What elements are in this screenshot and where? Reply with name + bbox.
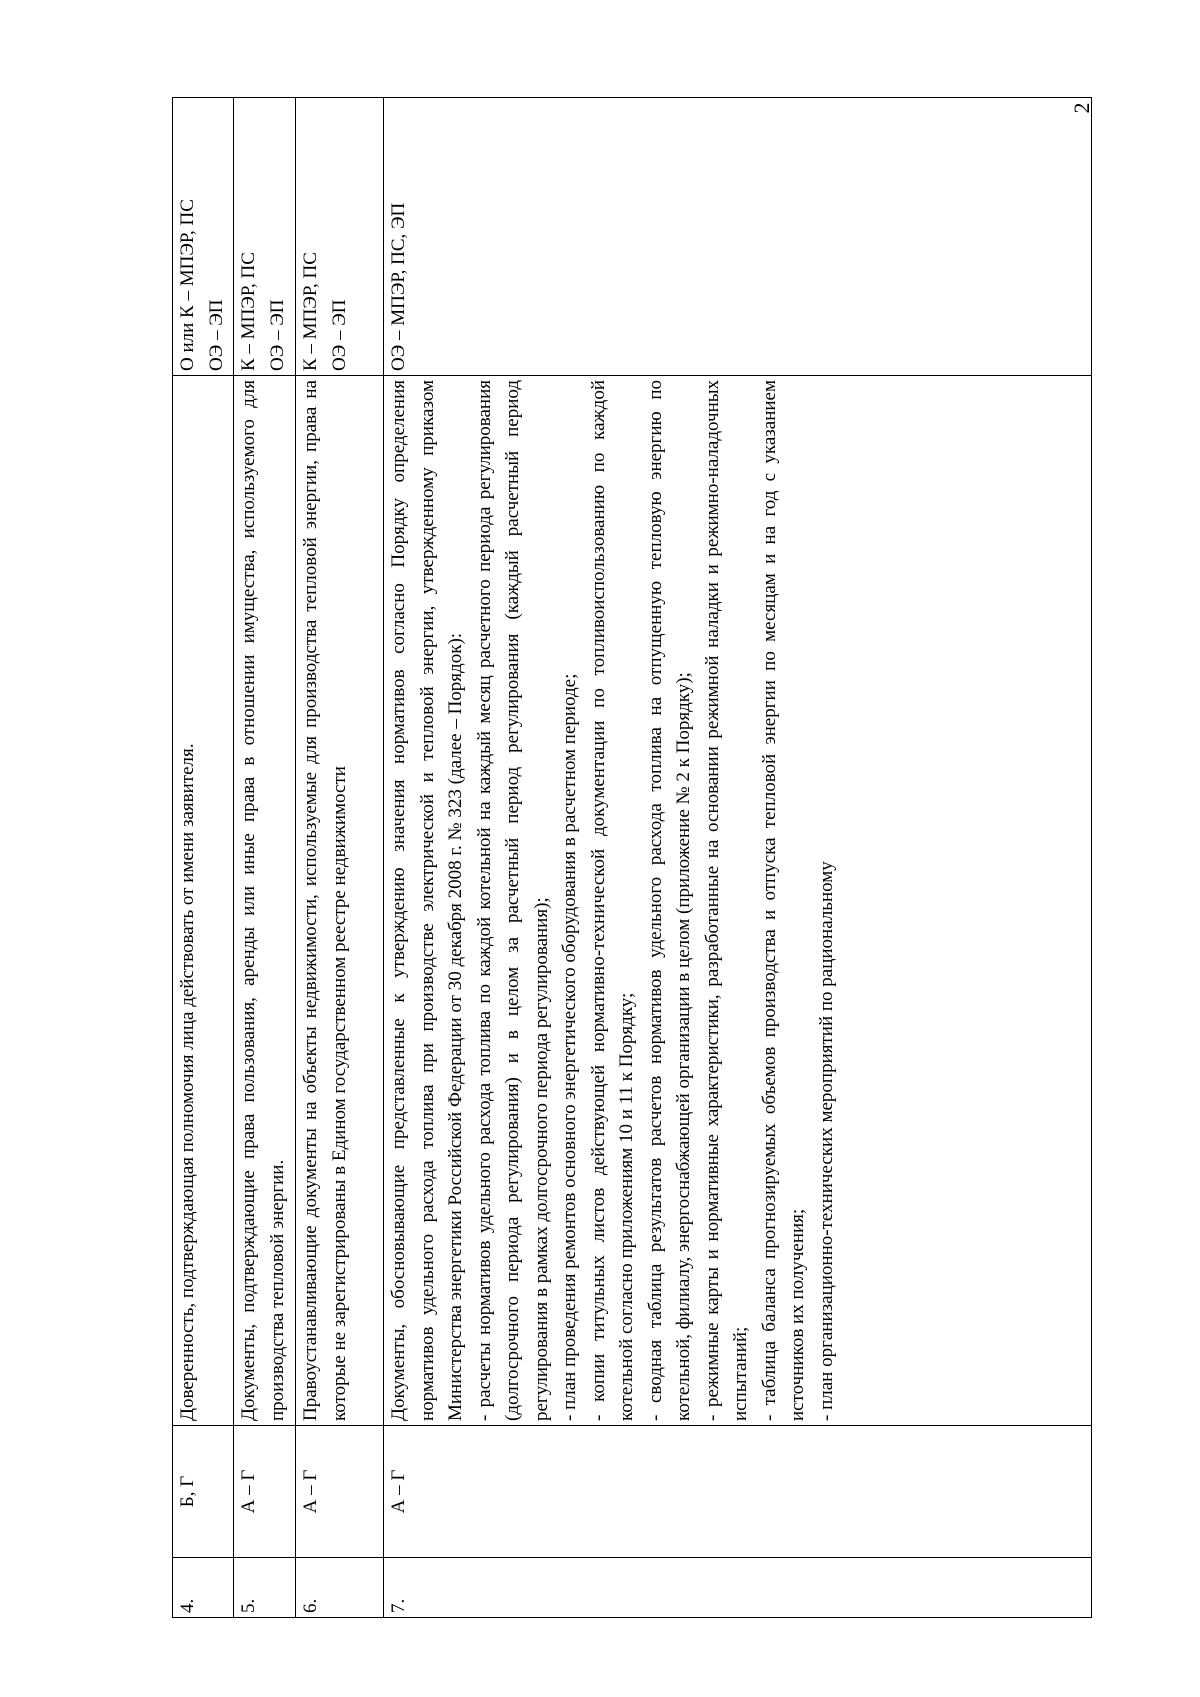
document-list-item: - план проведения ремонтов основного энергетического оборудования в расчетном периоде; [559, 673, 580, 1421]
submission-line: О или К – МПЭР, ПС [177, 199, 198, 371]
page-number: 2 [1069, 102, 1094, 114]
table-row [173, 98, 234, 1618]
submission-line: ОЭ – ЭП [328, 299, 350, 371]
row-submission [296, 98, 384, 376]
submission-line: ОЭ – ЭП [205, 299, 227, 371]
document-list-item: - режимные карты и нормативные характеристики, разработанные на основании режимной наладки и режимно-наладочных испытаний; [701, 380, 751, 1421]
row-documents [234, 376, 296, 1426]
submission-line: К – МПЭР, ПС [300, 252, 321, 371]
document-list-item: - таблица баланса прогнозируемых объемов производства и отпуска тепловой энергии по месяцам и на год с указанием источников их получения; [758, 380, 808, 1421]
document-list-item: - план организационно-технических мероприятий по рациональному [815, 861, 837, 1421]
submission-line: ОЭ – МПЭР, ПС, ЭП [388, 202, 409, 371]
row-documents [296, 376, 384, 1426]
row-number: 7. [384, 1558, 1092, 1618]
row-versions: А – Г [296, 1426, 384, 1558]
row-versions: А – Г [234, 1426, 296, 1558]
document-list-item: - расчеты нормативов удельного расхода топлива по каждой котельной на каждый месяц расчетного периода регулирования (долгосрочного периода регулирования) и в целом за расчетный период регулирования (каждый расчетный период регулирования в рамках долгосрочного периода регулирования); [473, 380, 552, 1421]
document-paragraph: Доверенность, подтверждающая полномочия лица действовать от имени заявителя. [177, 743, 198, 1421]
row-submission [384, 98, 1092, 376]
row-submission [234, 98, 296, 376]
row-documents [173, 376, 234, 1426]
documents-table [172, 97, 1092, 1618]
row-versions: А – Г [384, 1426, 1092, 1558]
table-row [384, 98, 1092, 1618]
document-list-item: - копии титульных листов действующей нормативно-технической документации по топливоиспользованию по каждой котельной согласно приложениям 10 и 11 к Порядку; [587, 380, 637, 1421]
document-list-item: - сводная таблица результатов расчетов нормативов удельного расхода топлива на отпущенную тепловую энергию по котельной, филиалу, энергоснабжающей организации в целом (приложение № 2 к Порядку); [644, 380, 694, 1421]
submission-line: ОЭ – ЭП [266, 299, 288, 371]
submission-line: К – МПЭР, ПС [238, 252, 259, 371]
document-paragraph: Документы, подтверждающие права пользования, аренды или иные права в отношении имущества, используемого для производства тепловой энергии. [238, 380, 288, 1421]
row-number: 6. [296, 1558, 384, 1618]
table-row [234, 98, 296, 1618]
document-body [172, 98, 1092, 1618]
row-documents [384, 376, 1092, 1426]
row-number: 4. [173, 1558, 234, 1618]
row-submission [173, 98, 234, 376]
table-row [296, 98, 384, 1618]
row-number: 5. [234, 1558, 296, 1618]
row-versions: Б, Г [173, 1426, 234, 1558]
document-paragraph: Правоустанавливающие документы на объекты недвижимости, используемые для производства тепловой энергии, права на которые не зарегистрированы в Едином государственном реестре недвижимости [300, 380, 350, 1421]
document-paragraph: Документы, обосновывающие представленные к утверждению значения нормативов согласно Порядку определения нормативов удельного расхода топлива при производстве электрической и тепловой энергии, утвержденному приказом Министерства энергетики Российской Федерации от 30 декабря 2008 г. № 323 (далее – Порядок): [388, 380, 466, 1421]
